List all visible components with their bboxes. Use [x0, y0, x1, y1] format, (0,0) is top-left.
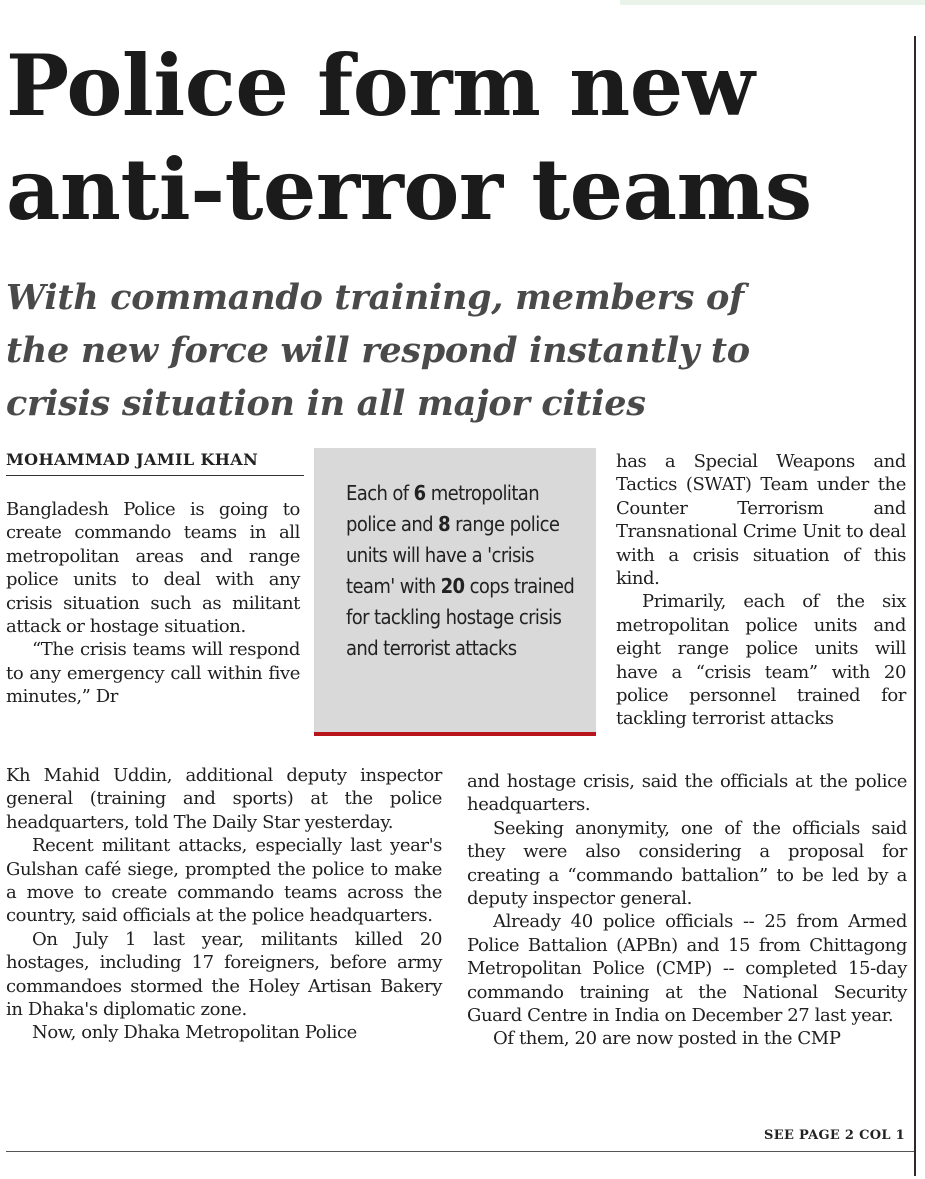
- top-edge-strip: [620, 0, 925, 5]
- headline-line-2: anti-terror teams: [6, 140, 812, 239]
- body-column-left-wide: [6, 764, 442, 1045]
- paragraph: On July 1 last year, militants killed 20 hostages, including 17 foreigners, before army commandoes stormed the Holey Artisan Bakery in Dhaka's diplomatic zone.: [6, 928, 442, 1021]
- paragraph: “The crisis teams will respond to any emergency call within five minutes,” Dr: [6, 639, 300, 708]
- paragraph: Seeking anonymity, one of the officials said they were also considering a proposal for creating a “commando battalion” to be led by a deputy inspector general.: [467, 817, 907, 910]
- paragraph: has a Special Weapons and Tactics (SWAT) Team under the Counter Terrorism and Transnational Crime Unit to deal with a crisis situation of this kind.: [616, 451, 906, 590]
- paragraph: Of them, 20 are now posted in the CMP: [493, 1028, 841, 1050]
- deck-subheadline: [6, 271, 911, 430]
- paragraph: Now, only Dhaka Metropolitan Police: [32, 1022, 357, 1044]
- column-rule: [914, 36, 916, 1176]
- paragraph: Already 40 police officials -- 25 from Armed Police Battalion (APBn) and 15 from Chittagong Metropolitan Police (CMP) -- completed 15-day commando training at the National Security Guard Centre in India on December 27 last year.: [467, 911, 907, 1027]
- pq-part-4: cops trained for tackling hostage crisis and terrorist attacks: [346, 574, 575, 660]
- continued-jump-line: SEE PAGE 2 COL 1: [764, 1128, 905, 1143]
- pq-part-1: Each of: [346, 481, 414, 505]
- paragraph: Recent militant attacks, especially last year's Gulshan café siege, prompted the police to make a move to create commando teams across the country, said officials at the police headquarters.: [6, 835, 442, 927]
- pq-number-3: 20: [440, 574, 465, 598]
- pq-number-1: 6: [413, 481, 426, 505]
- pq-part-3: range police units will have a 'crisis team' with: [346, 512, 560, 598]
- paragraph: and hostage crisis, said the officials at the police headquarters.: [467, 771, 907, 816]
- body-column-right-wide: [467, 770, 907, 1051]
- pq-part-2: metropolitan police and: [346, 481, 540, 536]
- pq-number-2: 8: [438, 512, 451, 536]
- bottom-rule: [6, 1151, 914, 1152]
- deck-line-3: crisis situation in all major cities: [6, 383, 646, 424]
- byline-text: MOHAMMAD JAMIL KHAN: [6, 450, 259, 469]
- deck-line-2: the new force will respond instantly to: [6, 330, 750, 371]
- body-column-left: [6, 498, 300, 709]
- headline: [6, 34, 911, 242]
- pull-quote-box: [314, 448, 596, 736]
- body-column-right: [616, 450, 906, 731]
- paragraph: Kh Mahid Uddin, additional deputy inspector general (training and sports) at the police headquarters, told The Daily Star yesterday.: [6, 765, 442, 833]
- headline-line-1: Police form new: [6, 36, 755, 135]
- paragraph: Primarily, each of the six metropolitan police units and eight range police units will have a “crisis team” with 20 police personnel trained for tackling terrorist attacks: [616, 591, 906, 730]
- paragraph: Bangladesh Police is going to create commando teams in all metropolitan areas and range police units to deal with any crisis situation such as militant attack or hostage situation.: [6, 499, 300, 638]
- deck-line-1: With commando training, members of: [6, 277, 744, 318]
- byline: [6, 450, 304, 476]
- pull-quote-text: [346, 478, 586, 664]
